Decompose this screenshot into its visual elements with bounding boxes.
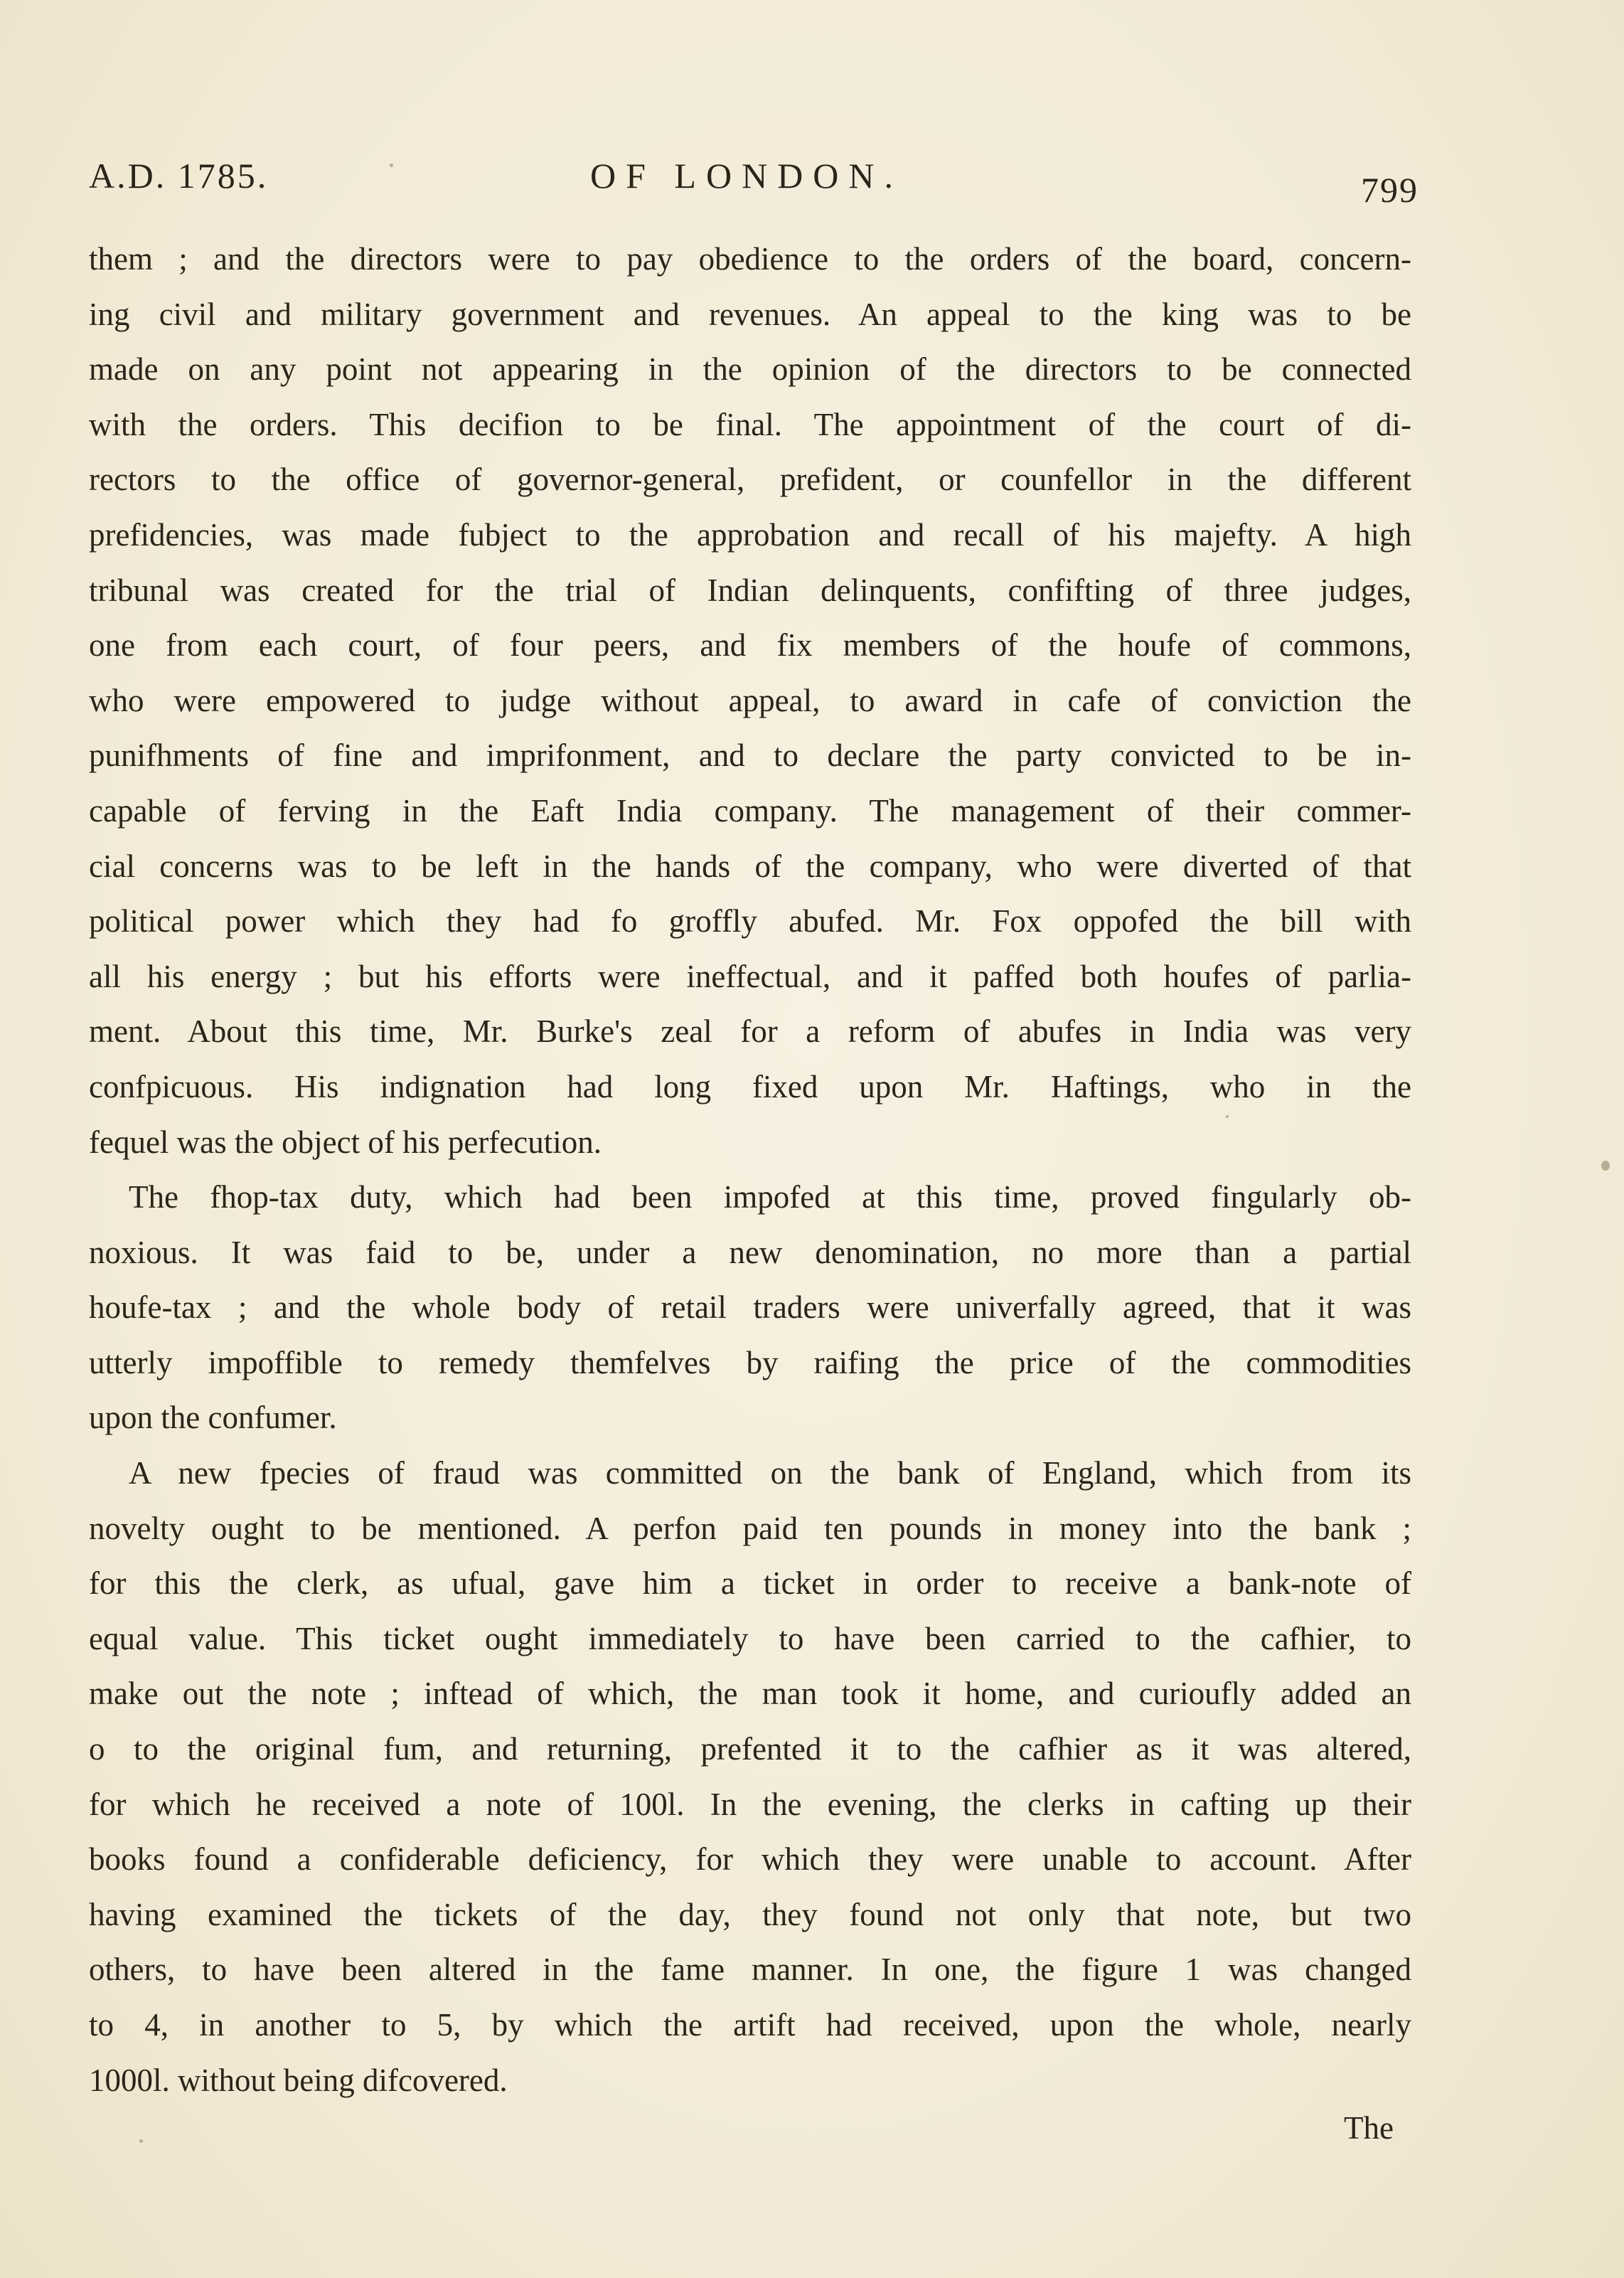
text-line: for this the clerk, as ufual, gave him a ticket in order to receive a bank-note of bbox=[89, 1565, 1411, 1602]
text-line: capable of ferving in the Eaft India company. The management of their commer- bbox=[89, 792, 1411, 829]
header-title: OF LONDON. bbox=[590, 156, 903, 196]
text-line: to 4, in another to 5, by which the artift had received, upon the whole, nearly bbox=[89, 2007, 1411, 2043]
text-line: A new fpecies of fraud was committed on the bank of England, which from its bbox=[129, 1455, 1411, 1491]
catchword: The bbox=[1344, 2110, 1394, 2146]
text-line: ment. About this time, Mr. Burke's zeal for a reform of abufes in India was very bbox=[89, 1013, 1411, 1050]
text-line: others, to have been altered in the fame manner. In one, the figure 1 was changed bbox=[89, 1952, 1411, 1988]
text-line: ing civil and military government and revenues. An appeal to the king was to be bbox=[89, 296, 1411, 332]
header-year: A.D. 1785. bbox=[89, 156, 269, 196]
text-line: novelty ought to be mentioned. A perfon paid ten pounds in money into the bank ; bbox=[89, 1510, 1411, 1546]
text-line: books found a confiderable deficiency, for which they were unable to account. After bbox=[89, 1841, 1411, 1878]
paper-speck bbox=[139, 2139, 143, 2143]
text-line: prefidencies, was made fubject to the approbation and recall of his majefty. A high bbox=[89, 516, 1411, 553]
text-line: all his energy ; but his efforts were ineffectual, and it paffed both houfes of parlia- bbox=[89, 958, 1411, 994]
text-line: make out the note ; inftead of which, the man took it home, and curioufly added an bbox=[89, 1676, 1411, 1712]
text-line: utterly impoffible to remedy themfelves by raifing the price of the commodities bbox=[89, 1344, 1411, 1380]
text-line: for which he received a note of 100l. In the evening, the clerks in cafting up their bbox=[89, 1786, 1411, 1822]
text-line: 1000l. without being difcovered. bbox=[89, 2062, 508, 2098]
text-line: one from each court, of four peers, and fix members of the houfe of commons, bbox=[89, 627, 1411, 664]
text-line: noxious. It was faid to be, under a new denomination, no more than a partial bbox=[89, 1234, 1411, 1270]
paper-speck bbox=[1601, 1161, 1610, 1171]
text-line: political power which they had fo groffly abufed. Mr. Fox oppofed the bill with bbox=[89, 903, 1411, 940]
paper-speck bbox=[390, 164, 393, 167]
text-line: The fhop-tax duty, which had been impofed at this time, proved fingularly ob- bbox=[129, 1179, 1411, 1215]
body-text bbox=[89, 232, 1411, 2108]
text-line: cial concerns was to be left in the hands of the company, who were diverted of that bbox=[89, 848, 1411, 884]
text-line: having examined the tickets of the day, they found not only that note, but two bbox=[89, 1896, 1411, 1932]
text-line: fequel was the object of his perfecution. bbox=[89, 1124, 602, 1160]
text-line: o to the original fum, and returning, prefented it to the cafhier as it was altered, bbox=[89, 1731, 1411, 1767]
paper-speck bbox=[1226, 1115, 1229, 1118]
page-number: 799 bbox=[1361, 170, 1419, 210]
text-line: them ; and the directors were to pay obedience to the orders of the board, concern- bbox=[89, 241, 1411, 277]
text-line: tribunal was created for the trial of Indian delinquents, confifting of three judges, bbox=[89, 572, 1411, 608]
text-line: upon the confumer. bbox=[89, 1400, 337, 1436]
text-line: rectors to the office of governor-general, prefident, or counfellor in the different bbox=[89, 462, 1411, 498]
text-line: punifhments of fine and imprifonment, and to declare the party convicted to be in- bbox=[89, 738, 1411, 774]
text-line: confpicuous. His indignation had long fixed upon Mr. Haftings, who in the bbox=[89, 1068, 1411, 1105]
text-line: equal value. This ticket ought immediately to have been carried to the cafhier, to bbox=[89, 1620, 1411, 1656]
text-line: who were empowered to judge without appeal, to award in cafe of conviction the bbox=[89, 682, 1411, 718]
text-line: with the orders. This decifion to be final. The appointment of the court of di- bbox=[89, 406, 1411, 442]
text-line: houfe-tax ; and the whole body of retail traders were univerfally agreed, that it was bbox=[89, 1289, 1411, 1326]
running-header bbox=[89, 155, 1419, 210]
text-line: made on any point not appearing in the opinion of the directors to be connected bbox=[89, 351, 1411, 388]
